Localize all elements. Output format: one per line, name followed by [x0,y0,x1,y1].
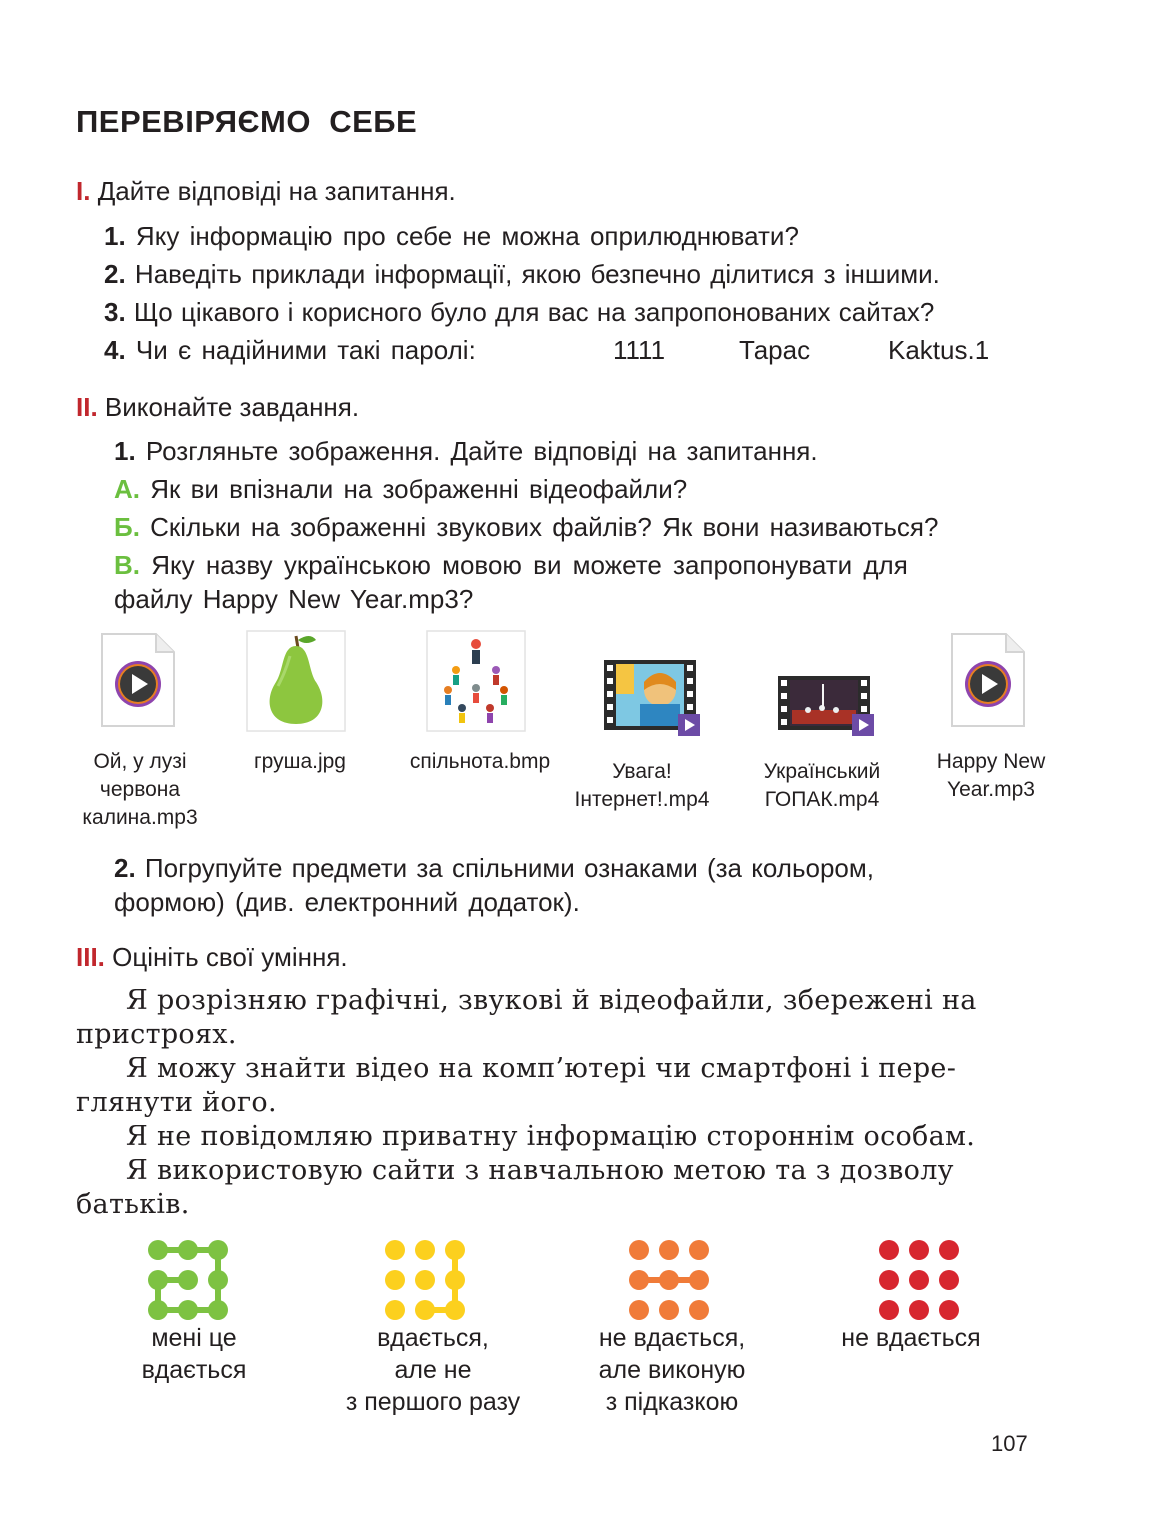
skill-statement-continuation: глянути його. [76,1087,277,1118]
question-number: 1. [104,221,126,251]
task-text: Погрупуйте предмети за спільними ознаками (за кольором, [144,853,874,883]
section-3-heading-text: Оцініть свої уміння. [112,942,348,972]
file-name: Ой, у лузі червона калина.mp3 [82,750,198,829]
level-label-orange [557,1322,787,1418]
page-number: 107 [991,1431,1028,1456]
task-1 [114,434,818,468]
file-name: груша.jpg [254,750,346,773]
password-1: 1111 [613,335,666,365]
level-label-yellow [318,1322,548,1418]
section-2-marker: II. [76,392,98,422]
question-text: Наведіть приклади інформації, якою безпечно ділитися з іншими. [134,259,940,289]
audio-file-icon [100,632,176,733]
task-text: Розгляньте зображення. Дайте відповіді на запитання. [145,436,818,466]
skill-statement: Я не повідомляю приватну інформацію стороннім особам. [126,1121,976,1152]
subquestion-letter: В. [114,550,140,580]
page-title: ПЕРЕВІРЯЄМО СЕБЕ [76,104,418,139]
video-file-icon [778,676,874,741]
subquestion-text: Як ви впізнали на зображенні відеофайли? [150,474,688,504]
task-2 [114,851,874,885]
section-1-marker: I. [76,176,91,206]
level-label-line: з підказкою [605,1388,739,1416]
section-2-heading-text: Виконайте завдання. [104,392,360,422]
level-label-line: але виконую [598,1356,746,1384]
subquestion-c [114,548,908,582]
red-dots-icon [879,1240,959,1325]
question-2 [104,257,940,291]
skill-statement: Я розрізняю графічні, звукові й відеофайли, збережені на [126,985,977,1016]
skill-statement: Я використовую сайти з навчальною метою та з дозволу [126,1155,954,1186]
pear-image-icon [246,630,346,737]
level-label-line: але не [394,1356,472,1384]
subquestion-c-continuation: файлу Happy New Year.mp3? [114,584,474,614]
subquestion-text: Скільки на зображенні звукових файлів? Як вони називаються? [150,512,939,542]
skill-statement-continuation: батьків. [76,1189,190,1220]
question-1 [104,219,799,253]
green-dots-icon [148,1240,228,1325]
file-name: Український ГОПАК.mp4 [763,760,881,811]
task-2-continuation: формою) (див. електронний додаток). [114,887,580,917]
question-number: 4. [104,335,126,365]
level-label-red [796,1322,1026,1354]
level-label-line: мені це [151,1324,237,1352]
section-3-marker: III. [76,942,105,972]
video-file-icon [604,660,700,741]
question-number: 2. [104,259,126,289]
question-3 [104,295,934,329]
section-2-heading [76,390,359,424]
question-number: 3. [104,297,126,327]
question-text: Що цікавого і корисного було для вас на запропонованих сайтах? [133,297,935,327]
task-number: 2. [114,853,136,883]
question-text: Чи є надійними такі паролі: [135,335,476,365]
subquestion-text: Яку назву українською мовою ви можете запропонувати для [151,550,908,580]
subquestion-letter: Б. [114,512,140,542]
file-name: спільнота.bmp [409,750,551,773]
task-number: 1. [114,436,136,466]
section-1-heading-text: Дайте відповіді на запитання. [97,176,456,206]
subquestion-letter: А. [114,474,140,504]
question-text: Яку інформацію про себе не можна оприлюднювати? [135,221,799,251]
subquestion-a [114,472,687,506]
level-label-line: не вдається [841,1324,981,1352]
file-name: Happy New Year.mp3 [936,750,1046,801]
subquestion-b [114,510,938,544]
level-label-line: вдається, [377,1324,489,1352]
level-label-green [79,1322,309,1386]
file-name: Увага! Інтернет!.mp4 [574,760,710,811]
skill-statement-continuation: пристроях. [76,1019,237,1050]
level-label-line: не вдається, [598,1324,746,1352]
section-1-heading [76,174,456,208]
section-3-heading [76,940,348,974]
audio-file-icon [950,632,1026,733]
yellow-dots-icon [385,1240,465,1325]
level-label-line: вдається [141,1356,247,1384]
question-4 [104,333,476,367]
level-label-line: з першого разу [345,1388,521,1416]
password-3: Kaktus.1 [888,335,990,365]
orange-dots-icon [629,1240,709,1325]
community-image-icon [426,630,526,737]
password-2: Тарас [739,335,811,365]
skill-statement: Я можу знайти відео на комп’ютері чи смартфоні і пере- [126,1053,957,1084]
